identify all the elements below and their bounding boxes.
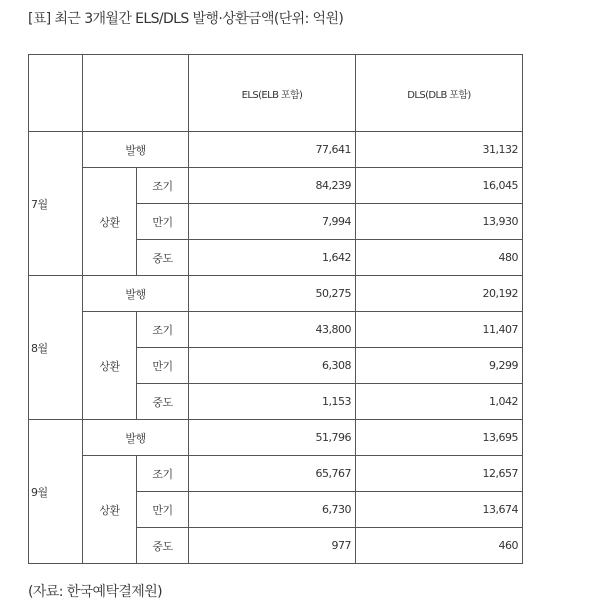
dls-value: 13,695 <box>356 420 523 456</box>
table-row <box>29 276 523 312</box>
redemption-label: 상환 <box>83 168 137 276</box>
table-row <box>29 456 523 492</box>
table-row <box>29 168 523 204</box>
redemption-type: 중도 <box>137 240 189 276</box>
redemption-type: 만기 <box>137 204 189 240</box>
issue-label: 발행 <box>83 132 189 168</box>
redemption-type: 만기 <box>137 348 189 384</box>
dls-value: 13,930 <box>356 204 523 240</box>
dls-value: 16,045 <box>356 168 523 204</box>
header-blank-type <box>83 55 189 132</box>
table-row <box>29 420 523 456</box>
redemption-type: 조기 <box>137 312 189 348</box>
issue-label: 발행 <box>83 276 189 312</box>
els-value: 1,153 <box>189 384 356 420</box>
redemption-type: 만기 <box>137 492 189 528</box>
dls-value: 20,192 <box>356 276 523 312</box>
table-row <box>29 132 523 168</box>
els-value: 977 <box>189 528 356 564</box>
table-row <box>29 312 523 348</box>
dls-value: 460 <box>356 528 523 564</box>
redemption-type: 중도 <box>137 384 189 420</box>
els-value: 50,275 <box>189 276 356 312</box>
els-value: 51,796 <box>189 420 356 456</box>
els-value: 6,730 <box>189 492 356 528</box>
dls-value: 31,132 <box>356 132 523 168</box>
header-row <box>29 55 523 132</box>
els-value: 43,800 <box>189 312 356 348</box>
dls-value: 13,674 <box>356 492 523 528</box>
els-value: 84,239 <box>189 168 356 204</box>
els-value: 77,641 <box>189 132 356 168</box>
month-label: 8월 <box>29 276 83 420</box>
els-value: 1,642 <box>189 240 356 276</box>
dls-value: 480 <box>356 240 523 276</box>
redemption-label: 상환 <box>83 312 137 420</box>
redemption-type: 조기 <box>137 456 189 492</box>
redemption-type: 중도 <box>137 528 189 564</box>
dls-value: 1,042 <box>356 384 523 420</box>
issue-label: 발행 <box>83 420 189 456</box>
table-title: [표] 최근 3개월간 ELS/DLS 발행·상환금액(단위: 억원) <box>28 11 344 27</box>
dls-value: 9,299 <box>356 348 523 384</box>
els-value: 65,767 <box>189 456 356 492</box>
els-value: 6,308 <box>189 348 356 384</box>
els-value: 7,994 <box>189 204 356 240</box>
header-dls: DLS(DLB 포함) <box>356 55 523 132</box>
redemption-label: 상환 <box>83 456 137 564</box>
month-label: 7월 <box>29 132 83 276</box>
dls-value: 12,657 <box>356 456 523 492</box>
els-dls-table <box>28 54 523 564</box>
header-els: ELS(ELB 포함) <box>189 55 356 132</box>
redemption-type: 조기 <box>137 168 189 204</box>
source-note: (자료: 한국예탁결제원) <box>28 584 163 600</box>
month-label: 9월 <box>29 420 83 564</box>
dls-value: 11,407 <box>356 312 523 348</box>
header-blank-month <box>29 55 83 132</box>
